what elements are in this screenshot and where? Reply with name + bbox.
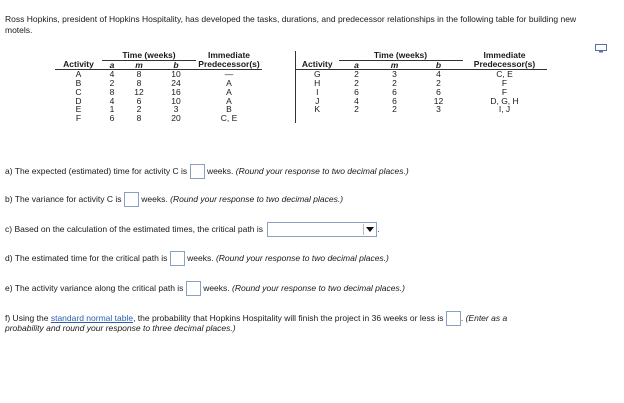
time-weeks-header: Time (weeks) (102, 51, 196, 60)
question-d: d) The estimated time for the critical path is weeks. (Round your response to two decimal places.) (5, 251, 389, 266)
table-row: B 2 8 24 A (75, 78, 232, 89)
question-e: e) The activity variance along the critical path is weeks. (Round your response to two decimal places.) (5, 281, 405, 296)
predecessor-header-line2: Predecessor(s) (196, 60, 262, 70)
dropdown-arrow-icon[interactable] (363, 224, 375, 235)
time-weeks-header: Time (weeks) (339, 51, 463, 60)
col-m-header: m (122, 60, 156, 70)
answer-e-input[interactable] (186, 281, 201, 296)
critical-path-select[interactable] (267, 222, 377, 237)
answer-f-input[interactable] (446, 311, 461, 326)
answer-a-input[interactable] (190, 164, 205, 179)
col-b-header: b (415, 60, 463, 70)
table-row: D 4 6 10 A (75, 95, 232, 106)
table-row: F 6 8 20 C, E (75, 112, 238, 123)
question-c: c) Based on the calculation of the estimated times, the critical path is . (5, 222, 380, 237)
activity-header: Activity (296, 60, 339, 70)
col-b-header: b (156, 60, 196, 70)
answer-b-input[interactable] (124, 192, 139, 207)
col-a-header: a (102, 60, 122, 70)
table-row: G 2 3 4 C, E (296, 70, 547, 79)
table-row: E 1 2 3 B (75, 104, 232, 115)
question-a: a) The expected (estimated) time for activity C is weeks. (Round your response to two decimal places.) (5, 164, 409, 179)
expand-icon[interactable] (595, 44, 607, 53)
question-f: f) Using the standard normal table, the probability that Hopkins Hospitality will finish the project in 36 weeks or less is . (Enter as a (5, 311, 507, 326)
table-row: I 6 6 6 F (296, 88, 547, 97)
predecessor-header-line1: Immediate (483, 50, 526, 61)
col-m-header: m (375, 60, 415, 70)
col-a-header: a (339, 60, 375, 70)
standard-normal-table-link[interactable]: standard normal table (50, 312, 134, 323)
problem-intro: Ross Hopkins, president of Hopkins Hospitality, has developed the tasks, durations, and predecessor relationships in the following table for building new motels. (5, 14, 577, 35)
answer-d-input[interactable] (170, 251, 185, 266)
question-f-hint: probability and round your response to three decimal places.) (5, 323, 236, 333)
table-row: J 4 6 12 D, G, H (296, 97, 547, 106)
table-row: A 4 8 10 — (75, 69, 234, 80)
predecessor-header-line1: Immediate (207, 50, 251, 61)
activity-table-left (55, 51, 262, 123)
activity-table-right (295, 51, 547, 123)
activity-header: Activity (55, 60, 102, 70)
table-row: C 8 12 16 A (75, 86, 232, 97)
table-row: H 2 2 2 F (296, 79, 547, 88)
question-b: b) The variance for activity C is weeks. (Round your response to two decimal places.) (5, 192, 343, 207)
predecessor-header-line2: Predecessor(s) (463, 60, 547, 70)
table-row: K 2 2 3 I, J (296, 105, 547, 114)
